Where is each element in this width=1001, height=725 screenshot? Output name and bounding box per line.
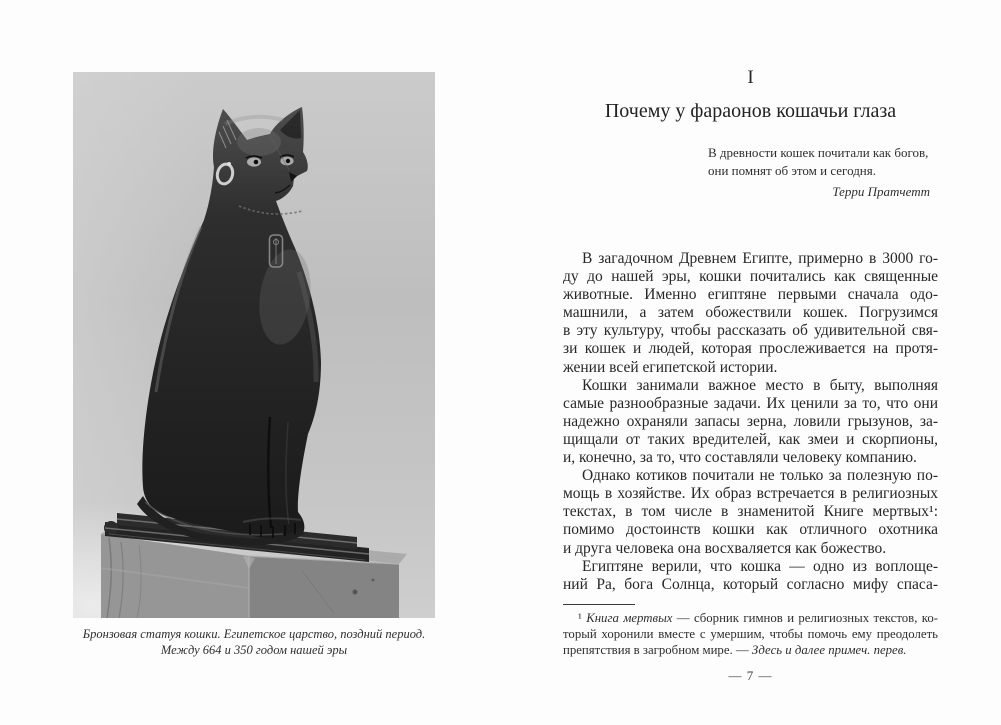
- photo-caption: [53, 626, 455, 658]
- caption-line-2: Между 664 и 350 годом нашей эры: [160, 643, 348, 657]
- body-line: помимо достоинств кошки как отличного охотника: [563, 521, 938, 539]
- body-line: текстах, в том числе в знаменитой Книге мертвых¹:: [563, 503, 938, 521]
- body-line: самые разнообразные задачи. Их ценили за то, что они: [563, 394, 938, 412]
- epigraph-line: В древности кошек почитали как богов,: [708, 145, 929, 160]
- chapter-title: Почему у фараонов кошачьи глаза: [604, 100, 897, 122]
- body-line: животные. Именно египтяне первыми сначала одо-: [563, 286, 938, 304]
- body-line: щищали от таких вредителей, как змеи и скорпионы,: [563, 430, 938, 448]
- body-line: машнили, а затем обожествили кошек. Погрузимся: [563, 304, 938, 322]
- body-line: ду до нашей эры, кошки почитались как священные: [563, 268, 938, 286]
- chapter-number: I: [747, 67, 754, 88]
- cat-statue-photo: [73, 72, 435, 618]
- footnote-line: ¹ Книга мертвых — сборник гимнов и религиозных текстов, ко-: [578, 611, 938, 625]
- epigraph-line: они помнят об этом и сегодня.: [708, 162, 876, 178]
- epigraph: [708, 144, 930, 201]
- footnote-line: препятствия в загробном мире. — Здесь и далее примеч. перев.: [563, 642, 907, 657]
- footnote-line: торый хоронили вместе с умершим, чтобы помочь ему преодолеть: [563, 626, 938, 641]
- body-line: мощь в хозяйстве. Их образ встречается в религиозных: [563, 485, 938, 503]
- epigraph-attribution: Терри Пратчетт: [832, 184, 930, 199]
- body-line: Однако котиков почитали не только за полезную по-: [582, 467, 938, 485]
- caption-line-1: Бронзовая статуя кошки. Египетское царство, поздний период.: [82, 627, 426, 641]
- body-line: и, конечно, за то, что составляли человеку компанию.: [563, 449, 917, 467]
- body-line: Египтяне верили, что кошка — одно из воплоще-: [582, 557, 938, 575]
- body-line: и друга человека она восхваляется как божество.: [563, 539, 887, 557]
- cat-statue-illustration: [73, 72, 435, 618]
- body-line: надежно охраняли запасы зерна, ловили грызунов, за-: [563, 412, 938, 430]
- body-line: ний Ра, бога Солнца, который согласно мифу спаса-: [563, 575, 938, 593]
- footnote-text: [563, 611, 938, 658]
- body-line: В загадочном Древнем Египте, примерно в 3000 го-: [582, 250, 938, 267]
- page-number: — 7 —: [728, 668, 773, 683]
- body-line: зи кошек и людей, которая прослеживается на протя-: [563, 340, 938, 358]
- body-line: в эту культуру, чтобы рассказать об удивительной свя-: [563, 322, 938, 340]
- body-line: жении всей египетской истории.: [563, 358, 778, 376]
- body-line: Кошки занимали важное место в быту, выполняя: [582, 376, 938, 394]
- body-text: [563, 250, 938, 594]
- footnote-rule: [563, 604, 635, 605]
